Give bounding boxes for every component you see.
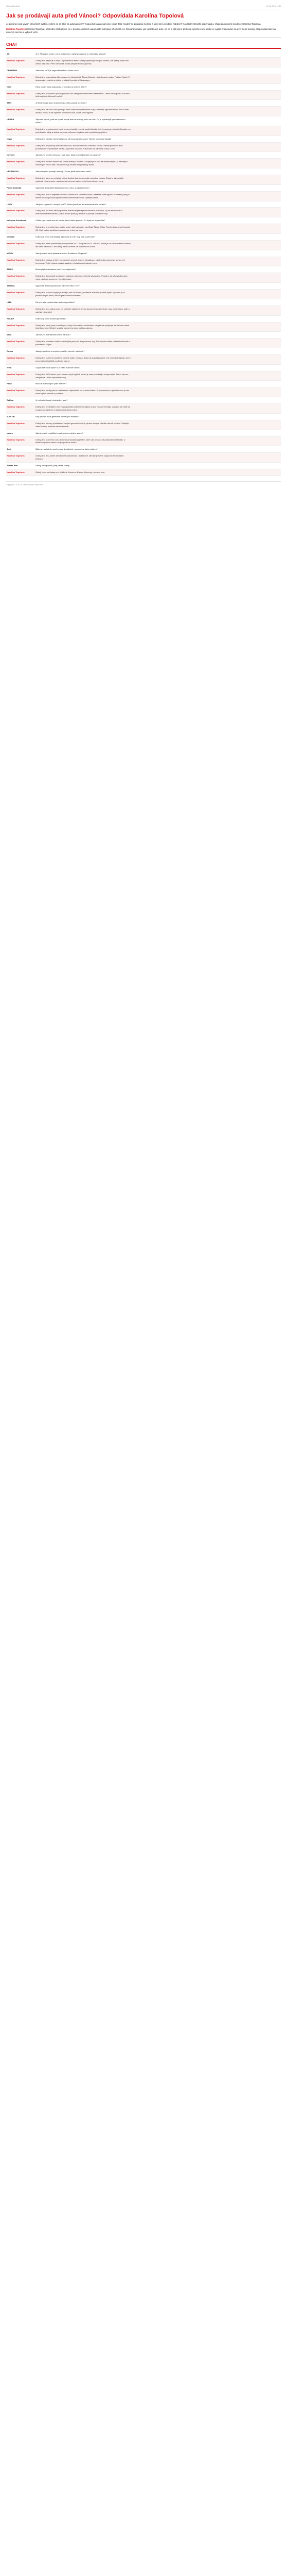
question-author: Iveta <box>7 366 12 369</box>
question-text: Který model byste doporučila pro rodinu se dvěma dětmi? <box>35 85 87 88</box>
chat-question-row <box>6 100 281 107</box>
publish-date: 19. 12. 2013, 14:30 <box>265 5 281 7</box>
question-author: MICKY <box>7 251 13 255</box>
answer-text: Dobrý den, v zimě je spotřeba obecně vyšší, zhruba o deset až dvacet procent. Vliv má nízká teplota, zimní pneumatiky i častější používání topení. <box>35 356 131 362</box>
chat-question-row <box>6 332 281 338</box>
answer-text: Dobrý den, u nového vozu doporučuji havarijní pojištění, které vás ochrání při poškození či krádeži. U starších ojetin se často volí jen povinné ručení. <box>35 438 125 444</box>
perex-paragraph-2 <box>6 28 281 34</box>
question-author: HRANA <box>7 118 14 121</box>
chat-answer-row <box>6 107 281 116</box>
answer-text: Dobrý den, doporučuji se předem objednat, abychom měli vůz připravený. Pokud je ale předváděcí auto volné, rádi vás svezeme i bez objednání. <box>35 275 128 281</box>
question-text: Kolik stojí zimní pneumatiky a je nutné je mít? Kdy platí povinnost? <box>35 235 95 238</box>
question-author: Novozer <box>7 154 15 157</box>
answer-text: Dobrý den, konfiguraci a nezávaznou objednávku lze provést online. Kupní smlouvu a předání vozu je ale nutné vyřídit osobně u prodejce. <box>35 389 129 395</box>
chat-answer-row <box>6 338 281 348</box>
question-text: Doporučila byste spíše SUV nebo klasické kombi? <box>35 366 80 369</box>
answer-author: Karolína Topolová <box>7 226 25 229</box>
question-author: JANATA <box>7 284 15 287</box>
question-text: Jak dlouho trvá vyřízení úvěru na auto? <box>35 333 71 336</box>
question-text: Vyplatí se dnes kupovat auto na CNG nebo LPG? <box>35 284 80 287</box>
answer-text: Dobrý den, výbavy se liší v komfortních prvcích, jako je klimatizace, multimédia, parkovací senzory či tempomat. Vyšší výbava obvykle zvyšuje i zůstatkovou hodnotu vozu. <box>35 258 125 264</box>
chat-question-row <box>6 84 281 91</box>
chat-question-row <box>6 463 281 469</box>
perex-paragraph-2-text: Karolína Topolová, obchodní zástupkyně, se v prodeji osobních automobilů pohybuje již několik let. Čtenářům radila, jak vybrat nové auto, na co si dát pozor při koupi ojetého vozu a kdy se vyplatí financování na úvěr nebo leasing. Odpovídala také na dotazy k servisu a výbavě vozů. <box>6 28 276 34</box>
answer-author: Karolína Topolová <box>7 389 25 392</box>
chat-question-row <box>6 299 281 306</box>
question-text: Jaké slevy teď prodejci nabízejí? Dá se ještě smlouvat o ceně? <box>35 170 92 173</box>
answer-author: Karolína Topolová <box>7 258 25 261</box>
question-author: MARTIN <box>7 415 15 418</box>
question-text: Jaké auto v ČR je nejprodávanější v tomto roce? <box>35 69 79 72</box>
answer-text: Dobrý den, pokud najedete více než dvacet tisíc kilometrů ročně, diesel se stále vyplatí. Pro kratší jízdy po městě bych doporučila spíše moderní benzínový motor s přeplňováním. <box>35 193 130 199</box>
answer-text: Dobrý den, SUV nabízí vyšší posez a lepší výhled, kombi je zase praktičtější a úspornější. Záleží na tom, zda jezdíte i mimo zpevněné cesty. <box>35 372 129 379</box>
chat-answer-row <box>6 355 281 365</box>
question-text: Děkuji za odpovědi, přeji hezké svátky. <box>35 464 70 467</box>
answer-author: Karolína Topolová <box>7 75 25 78</box>
chat-answer-row <box>6 91 281 100</box>
chat-question-row <box>6 381 281 387</box>
answer-author: Karolína Topolová <box>7 193 25 196</box>
chat-answer-row <box>6 387 281 397</box>
question-text: Je výhodné koupit předváděcí auto? <box>35 399 68 402</box>
answer-author: Karolína Topolová <box>7 438 25 441</box>
chat-question-row <box>6 397 281 404</box>
chat-question-row <box>6 283 281 290</box>
question-author: JAN S <box>7 268 13 271</box>
question-author: LUKY <box>7 202 12 206</box>
chat-answer-row <box>6 273 281 283</box>
answer-text: Dobrý den, na konci roku prodejci často doprodávají skladové vozy a nabízejí zajímavé slevy. Pokud vám nevadí, že vůz bude vyroben v letošním roce, může se to vyplatit. <box>35 108 129 114</box>
chat-answer-row <box>6 437 281 447</box>
chat-answer-row <box>6 241 281 250</box>
question-author: eeyer <box>7 137 12 140</box>
question-author: ANTI <box>7 101 12 105</box>
answer-text: Dobrý den, schválení úvěru trvá obvykle jeden až dva pracovní dny. Potřebovat budete doklad totožnosti a potvrzení o příjmu. <box>35 340 130 346</box>
chat-answer-row <box>6 224 281 234</box>
chat-question-row <box>6 185 281 192</box>
answer-text: Dobrý den, předváděcí vozy mají zpravidla velmi nízký nájezd a jsou výrazně levnější. Zárukou se neliší od nových aut, takže je to často velmi dobrá volba. <box>35 405 131 411</box>
chat-question-row <box>6 430 281 437</box>
answer-text: Dobrý den, u soukromých osob se dnes častěji využívá spotřebitelský úvěr. Leasing je výhodnější spíše pro podnikatele. Vždy je dobré porovnat celkovou přeplacenost a podmínky pojištění. <box>35 127 131 133</box>
answer-author: Karolína Topolová <box>7 92 25 95</box>
article-title: Jak se prodávají auta před Vánoci? Odpovídala Karolína Topolová <box>6 12 184 19</box>
answer-author: Karolína Topolová <box>7 275 25 278</box>
chat-answer-row <box>6 371 281 381</box>
question-text: Mohu přijít na zkušební jízdu i bez objednání? <box>35 268 77 271</box>
chat-answer-row <box>6 143 281 152</box>
question-text: Vyplatí se dnes ještě dieselový motor, nebo už spíše benzín? <box>35 186 90 189</box>
chat-answer-row <box>6 306 281 316</box>
question-text: Jaký je rozdíl mezi výbavami Active, Ambition a Elegance? <box>35 251 87 255</box>
answer-author: Karolína Topolová <box>7 59 25 62</box>
question-author: HRONACKA <box>7 170 19 173</box>
question-author: Dušan <box>7 350 13 353</box>
chat-question-row <box>6 201 281 208</box>
perex-paragraph-1: Je prosinec pod vlivem vánočních svátků, ovšem co se děje na autosalonech? Kupují lidé auta i na konci roku? Jaké modely se prodávají nejlépe a jaké slevy prodejci nabízejí? Na otázky čtenářů odpovídala v chatu zástupkyně prodejce Karolína Topolová. <box>6 22 261 25</box>
question-author: Dalibor <box>7 399 14 402</box>
answer-author: Karolína Topolová <box>7 144 25 147</box>
chat-answer-row <box>6 74 281 84</box>
answer-text: Dobrý den, ano, tažné zařízení lze namontovat i dodatečně. Montáž je nutné zapsat do technického průkazu. <box>35 454 124 461</box>
question-author: Hana <box>7 382 12 385</box>
question-author: Kristýna Jiroušková <box>7 219 27 222</box>
question-author: Pavel Kostelka <box>7 186 22 189</box>
chat-question-row <box>6 348 281 355</box>
answer-author: Karolína Topolová <box>7 372 25 376</box>
answer-author: Karolína Topolová <box>7 340 25 343</box>
answer-text: Dobrý den, cena první prohlídky se odvíjí od modelu a motorizace, obvykle se pohybuje mezi třemi a šesti tisíci korunami. Některé značky nabízejí servisní balíčky zdarma. <box>35 324 130 330</box>
chat-answer-row <box>6 290 281 299</box>
question-author: pavo <box>7 333 12 336</box>
question-author: LIBA <box>7 300 12 303</box>
question-text: Kolik stojí první servisní prohlídka? <box>35 317 67 320</box>
chat-answer-row <box>6 58 281 67</box>
answer-text: Dobrý den, pro město jsou ideální vozy malé kategorie, například Škoda Citigo, Toyota Aygo nebo Hyundai i10. Mají nízkou spotřebu a snadno se s nimi parkuje. <box>35 226 130 232</box>
answer-author: Karolína Topolová <box>7 242 25 245</box>
answer-text: Dobrý den, doporučuji ověřit historii vozu, stav tachometru a servisní knížku. Ideální je nechat auto prohlédnout v nezávislém servisu a prověřit VIN kód. Pozor také na nápadně nízkou cenu. <box>35 144 123 150</box>
page-footer: Copyright © VLP a.s. Všechna práva vyhrazena. <box>6 481 281 487</box>
chat-answer-row <box>6 404 281 414</box>
chat-question-row <box>6 136 281 143</box>
answer-text: Dobrý den, zájem je o oboje. V posledních letech roste poptávka po nových vozech, ale ojetiny stále tvoří velkou část trhu. Před Vánoci se prodej obvykle trochu zpomalí. <box>35 59 129 65</box>
answer-text: Dobrý den, provoz na plyn je levnější než na benzín, počáteční investice je však vyšší. Výhodné je to především pro řidiče, kteří najezdí hodně kilometrů. <box>35 291 125 297</box>
question-author: KOD <box>7 85 11 88</box>
chat-question-row <box>6 316 281 323</box>
chat-answer-row <box>6 192 281 201</box>
answer-text: Dobrý den, nejprodávanějším vozem je dlouhodobě Škoda Octavia, následovaná modely Fabia a Rapid. Z dovozových značek se dobře prodává Hyundai a Volkswagen. <box>35 75 130 81</box>
answer-author: Karolína Topolová <box>7 356 25 359</box>
question-text: Je lepší koupit auto na konci roku, nebo počkat do ledna? <box>35 101 87 105</box>
chat-answer-row <box>6 159 281 168</box>
question-text: Můžu si nechat do nového auta dodatečně namontovat tažné zařízení? <box>35 448 99 451</box>
answer-text: Dobrý den, po dobu záruky je nutné dodržovat předepsané servisní prohlídky. Ty lze absolvovat i v neautorizovaném servisu, pokud dodrží postupy výrobce a použije schválené díly. <box>35 209 123 215</box>
chat-answer-row <box>6 323 281 332</box>
question-text: Jak je to s garancí u nových vozů? Musím jezdit jen do autorizovaného servisu? <box>35 202 106 206</box>
answer-text: Dobrý den, pro rodinu bych doporučila vůz kategorie kombi nebo menší MPV. Záleží na rozpočtu a na tom, kolik najedete kilometrů ročně. <box>35 92 130 98</box>
chat-transcript <box>6 51 281 476</box>
question-text: Zajímalo by mě, jestli se vyplatí koupit auto na leasing nebo na úvěr. Co je výhodnější pro soukromou osobu? <box>35 118 125 124</box>
question-author: Tomas Ron <box>7 464 18 467</box>
source-label[interactable]: Olomoucký deník <box>6 5 20 7</box>
answer-text: Dobrý den, dodací lhůta se liší podle značky a modelu. Obvykle je to šest až dvanáct týdnů, u některých oblíbených verzí i déle. Skladové vozy můžete mít prakticky ihned. <box>35 160 128 166</box>
question-text: Jak dlouho se dnes čeká na nové auto, když si ho objednám na zakázku? <box>35 154 101 157</box>
article-meta-bar <box>6 5 281 10</box>
answer-author: Karolína Topolová <box>7 405 25 409</box>
question-text: Kdy vychází nová generace oblíbených modelů? <box>35 415 79 418</box>
article-perex <box>6 23 281 34</box>
chat-question-row <box>6 51 281 58</box>
chat-question-row <box>6 116 281 126</box>
answer-text: Dobrý den, termíny představení nových generací sdělují výrobci obvykle několik měsíců předem. Sledujte naše stránky, budeme vás informovat. <box>35 421 129 428</box>
chat-answer-row <box>6 453 281 463</box>
question-text: Jaký je rozdíl v pojištění mezi novým a ojetým autem? <box>35 431 83 434</box>
chat-question-row <box>6 446 281 453</box>
chat-question-row <box>6 152 281 159</box>
answer-text: Dobrý den, slevy se pohybují v řádu desítek tisíc korun podle modelu a výbavy. Často je výhodnější vyjednat výbavu navíc, například zimní pneumatiky, než přímou slevu z ceny. <box>35 177 123 182</box>
chat-answer-row <box>6 175 281 185</box>
answer-text: Děkuji všem za dotazy a přeji klidné Vánoce a šťastné kilometry v novém roce. <box>35 470 105 473</box>
chat-question-row <box>6 414 281 420</box>
chat-question-row <box>6 365 281 371</box>
answer-author: Karolína Topolová <box>7 454 25 457</box>
question-author: Jurij <box>7 448 11 451</box>
answer-author: Karolína Topolová <box>7 324 25 327</box>
chat-answer-row <box>6 208 281 217</box>
answer-text: Dobrý den, ano, výkup vozu na protiúčet nabízíme. Cenu stanovíme po prohlídce vozu podle stavu, stáří a najetých kilometrů. <box>35 307 130 313</box>
chat-question-row <box>6 250 281 257</box>
question-text: Je v ČR zájem spíše o nová auta nebo o ojetiny? A jak se to mění před Vánoci? <box>35 53 106 56</box>
question-author: mateo <box>7 431 13 434</box>
question-author: SK <box>7 53 10 56</box>
answer-author: Karolína Topolová <box>7 127 25 130</box>
answer-author: Karolína Topolová <box>7 160 25 163</box>
chat-question-row <box>6 168 281 175</box>
divider <box>6 37 281 38</box>
answer-author: Karolína Topolová <box>7 291 25 294</box>
guest-name-highlight: Karolína Topolová <box>6 28 26 30</box>
answer-author: Karolína Topolová <box>7 470 25 473</box>
chat-answer-row <box>6 420 281 430</box>
chat-question-row <box>6 217 281 224</box>
chat-answer-row <box>6 126 281 136</box>
chat-question-row <box>6 234 281 241</box>
question-text: Jaká je spotřeba u nových modelů v zimních měsících? <box>35 350 85 353</box>
answer-author: Karolína Topolová <box>7 177 25 180</box>
answer-author: Karolína Topolová <box>7 209 25 212</box>
chat-answer-row <box>6 257 281 267</box>
question-author: ROUDY <box>7 317 14 320</box>
question-text: Chtěla bych malé auto do města, které dobře parkuje. Co byste mi doporučila? <box>35 219 105 222</box>
question-text: Můžu si auto koupit i přes internet? <box>35 382 67 385</box>
chat-question-row <box>6 266 281 273</box>
answer-text: Dobrý den, zimní pneumatiky jsou povinné od 1. listopadu do 31. března, pokud je na silnici sněhová vrstva, led nebo námraza. Cena sady začíná zhruba na osmi tisících korun. <box>35 242 131 248</box>
question-text: Dá se u vás vyměnit staré auto na protiúčet? <box>35 300 75 303</box>
question-text: Dobrý den, na jaké věci si dát pozor při koupi ojetého vozu? Nechci se nechat napálit. <box>35 137 112 140</box>
article-page <box>6 0 281 487</box>
answer-author: Karolína Topolová <box>7 108 25 111</box>
chat-answer-row <box>6 469 281 476</box>
chat-heading: CHAT <box>6 42 281 49</box>
question-author: DENMARK <box>7 69 17 72</box>
answer-author: Karolína Topolová <box>7 421 25 425</box>
answer-author: Karolína Topolová <box>7 307 25 310</box>
chat-question-row <box>6 67 281 74</box>
question-author: venerka <box>7 235 15 238</box>
